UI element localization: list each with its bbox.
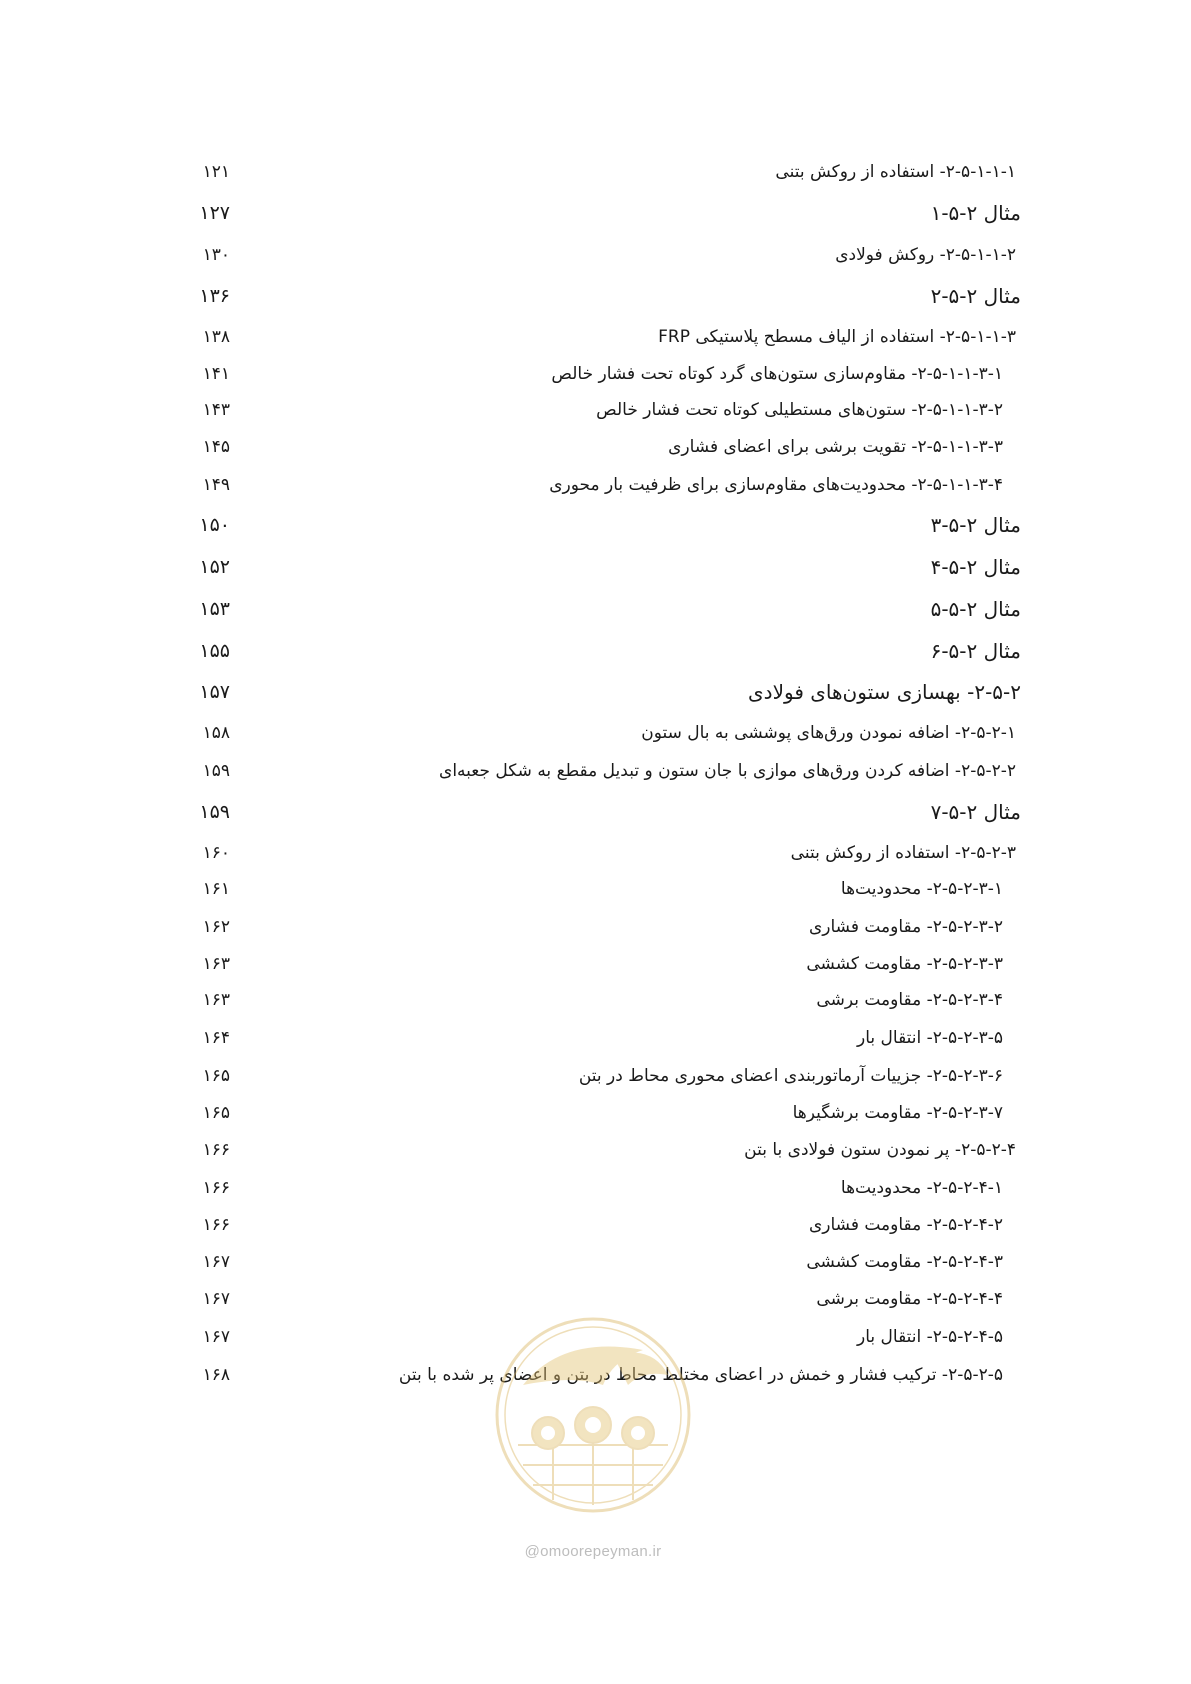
toc-entry-page-number: ۱۵۹ (202, 761, 230, 781)
toc-entry-title: ۲-۵-۲-۴-۵- انتقال بار (857, 1327, 1003, 1347)
toc-entry (0, 675, 1191, 709)
toc-entry-page-number: ۱۵۸ (202, 723, 230, 743)
toc-entry-page-number: ۱۶۲ (202, 917, 230, 937)
toc-entry-page-number: ۱۴۱ (202, 364, 230, 384)
toc-entry-title: ۲-۵-۲-۴-۲- مقاومت فشاری (808, 1215, 1003, 1235)
toc-entry-page-number: ۱۴۹ (202, 475, 230, 495)
toc-entry-title: مثال ۲-۵-۷ (930, 800, 1021, 824)
toc-entry (0, 155, 1191, 189)
toc-entry-page-number: ۱۳۸ (202, 327, 230, 347)
watermark-url: @omoorepeyman.ir (524, 1543, 662, 1560)
toc-entry-title: ۲-۵-۱-۱-۳-۱- مقاوم‌سازی ستون‌های گرد کوتاه تحت فشار خالص (551, 364, 1003, 384)
toc-entry-page-number: ۱۵۵ (199, 640, 230, 662)
toc-entry-title: ۲-۵-۱-۱-۳-۳- تقویت برشی برای اعضای فشاری (668, 437, 1003, 457)
toc-entry-page-number: ۱۶۵ (202, 1103, 230, 1123)
toc-entry-title: ۲-۵-۲-۴- پر نمودن ستون فولادی با بتن (744, 1140, 1016, 1160)
toc-entry-title: مثال ۲-۵-۵ (930, 597, 1021, 621)
toc-entry (0, 1059, 1191, 1093)
toc-entry (0, 393, 1191, 427)
toc-entry (0, 947, 1191, 981)
toc-entry-title: ۲-۵-۲-۳-۲- مقاومت فشاری (808, 917, 1003, 937)
toc-entry-page-number: ۱۶۰ (202, 843, 230, 863)
toc-entry (0, 910, 1191, 944)
toc-entry-page-number: ۱۶۳ (202, 990, 230, 1010)
toc-entry-page-number: ۱۶۶ (202, 1140, 230, 1160)
toc-entry (0, 754, 1191, 788)
toc-entry-page-number: ۱۶۶ (202, 1215, 230, 1235)
toc-entry-page-number: ۱۶۳ (202, 954, 230, 974)
toc-entry-page-number: ۱۶۷ (202, 1289, 230, 1309)
toc-entry-page-number: ۱۵۳ (199, 598, 230, 620)
toc-entry-page-number: ۱۳۰ (202, 245, 230, 265)
toc-entry-page-number: ۱۶۷ (202, 1327, 230, 1347)
toc-entry (0, 320, 1191, 354)
toc-entry-title: ۲-۵-۱-۱-۳-۴- محدودیت‌های مقاوم‌سازی برای ظرفیت بار محوری (549, 475, 1003, 495)
toc-entry (0, 430, 1191, 464)
toc-entry-title: ۲-۵-۱-۱-۳-۲- ستون‌های مستطیلی کوتاه تحت فشار خالص (596, 400, 1003, 420)
toc-entry-page-number: ۱۳۶ (199, 285, 230, 307)
toc-entry (0, 872, 1191, 906)
toc-entry-title: ۲-۵-۲-۴-۳- مقاومت کششی (806, 1252, 1003, 1272)
toc-entry (0, 238, 1191, 272)
toc-entry (0, 550, 1191, 584)
toc-entry (0, 468, 1191, 502)
toc-entry-title: ۲-۵-۲-۳- استفاده از روکش بتنی (790, 843, 1016, 863)
toc-entry (0, 1171, 1191, 1205)
toc-entry (0, 1133, 1191, 1167)
toc-entry (0, 357, 1191, 391)
toc-entry-title: مثال ۲-۵-۳ (930, 513, 1021, 537)
toc-entry (0, 836, 1191, 870)
toc-entry (0, 1021, 1191, 1055)
toc-entry (0, 196, 1191, 230)
toc-entry-page-number: ۱۲۱ (202, 162, 230, 182)
toc-entry (0, 634, 1191, 668)
toc-entry (0, 983, 1191, 1017)
toc-entry-page-number: ۱۵۷ (199, 681, 230, 703)
toc-entry-title: ۲-۵-۲-۲- اضافه کردن ورق‌های موازی با جان ستون و تبدیل مقطع به شکل جعبه‌ای (439, 761, 1016, 781)
toc-entry-page-number: ۱۶۷ (202, 1252, 230, 1272)
toc-entry-title: ۲-۵-۲-۴-۴- مقاومت برشی (816, 1289, 1003, 1309)
toc-entry-title: مثال ۲-۵-۶ (930, 639, 1021, 663)
toc-entry-title: مثال ۲-۵-۴ (930, 555, 1021, 579)
toc-entry-page-number: ۱۵۰ (199, 514, 230, 536)
toc-entry (0, 279, 1191, 313)
toc-entry (0, 1208, 1191, 1242)
toc-entry-page-number: ۱۶۴ (202, 1028, 230, 1048)
toc-entry-title: ۲-۵-۲-۳-۴- مقاومت برشی (816, 990, 1003, 1010)
toc-entry-page-number: ۱۴۵ (202, 437, 230, 457)
toc-entry-title: ۲-۵-۲-۳-۶- جزییات آرماتوربندی اعضای محوری محاط در بتن (578, 1066, 1003, 1086)
toc-entry (0, 592, 1191, 626)
toc-entry-title: ۲-۵-۱-۱-۳- استفاده از الیاف مسطح پلاستیکی FRP (658, 327, 1016, 347)
toc-entry-page-number: ۱۴۳ (202, 400, 230, 420)
toc-entry-title: ۲-۵-۲-۳-۵- انتقال بار (857, 1028, 1003, 1048)
toc-entry-title: مثال ۲-۵-۱ (930, 201, 1021, 225)
toc-entry-page-number: ۱۲۷ (199, 202, 230, 224)
toc-entry-title: ۲-۵-۲-۳-۷- مقاومت برشگیرها (792, 1103, 1003, 1123)
toc-entry-page-number: ۱۵۹ (199, 801, 230, 823)
toc-entry (0, 508, 1191, 542)
toc-entry-title: ۲-۵-۲-۳-۳- مقاومت کششی (806, 954, 1003, 974)
toc-entry (0, 1245, 1191, 1279)
toc-entry-title: ۲-۵-۱-۱-۱- استفاده از روکش بتنی (775, 162, 1016, 182)
toc-entry (0, 1282, 1191, 1316)
toc-entry (0, 716, 1191, 750)
toc-entry-title: ۲-۵-۲-۴-۱- محدودیت‌ها (840, 1178, 1003, 1198)
toc-entry-page-number: ۱۶۵ (202, 1066, 230, 1086)
toc-entry-title: ۲-۵-۲-۱- اضافه نمودن ورق‌های پوششی به بال ستون (641, 723, 1016, 743)
toc-entry-title: ۲-۵-۲- بهسازی ستون‌های فولادی (748, 680, 1021, 704)
toc-entry-title: مثال ۲-۵-۲ (930, 284, 1021, 308)
toc-entry-page-number: ۱۶۱ (202, 879, 230, 899)
toc-entry-title: ۲-۵-۲-۳-۱- محدودیت‌ها (840, 879, 1003, 899)
toc-entry-title: ۲-۵-۲-۵- ترکیب فشار و خمش در اعضای مختلط محاط در بتن و اعضای پر شده با بتن (398, 1365, 1003, 1385)
toc-entry-title: ۲-۵-۱-۱-۲- روکش فولادی (835, 245, 1016, 265)
toc-entry (0, 1096, 1191, 1130)
toc-entry (0, 795, 1191, 829)
toc-entry-page-number: ۱۶۸ (202, 1365, 230, 1385)
toc-entry-page-number: ۱۶۶ (202, 1178, 230, 1198)
toc-entry-page-number: ۱۵۲ (199, 556, 230, 578)
watermark-logo-icon (493, 1315, 693, 1515)
